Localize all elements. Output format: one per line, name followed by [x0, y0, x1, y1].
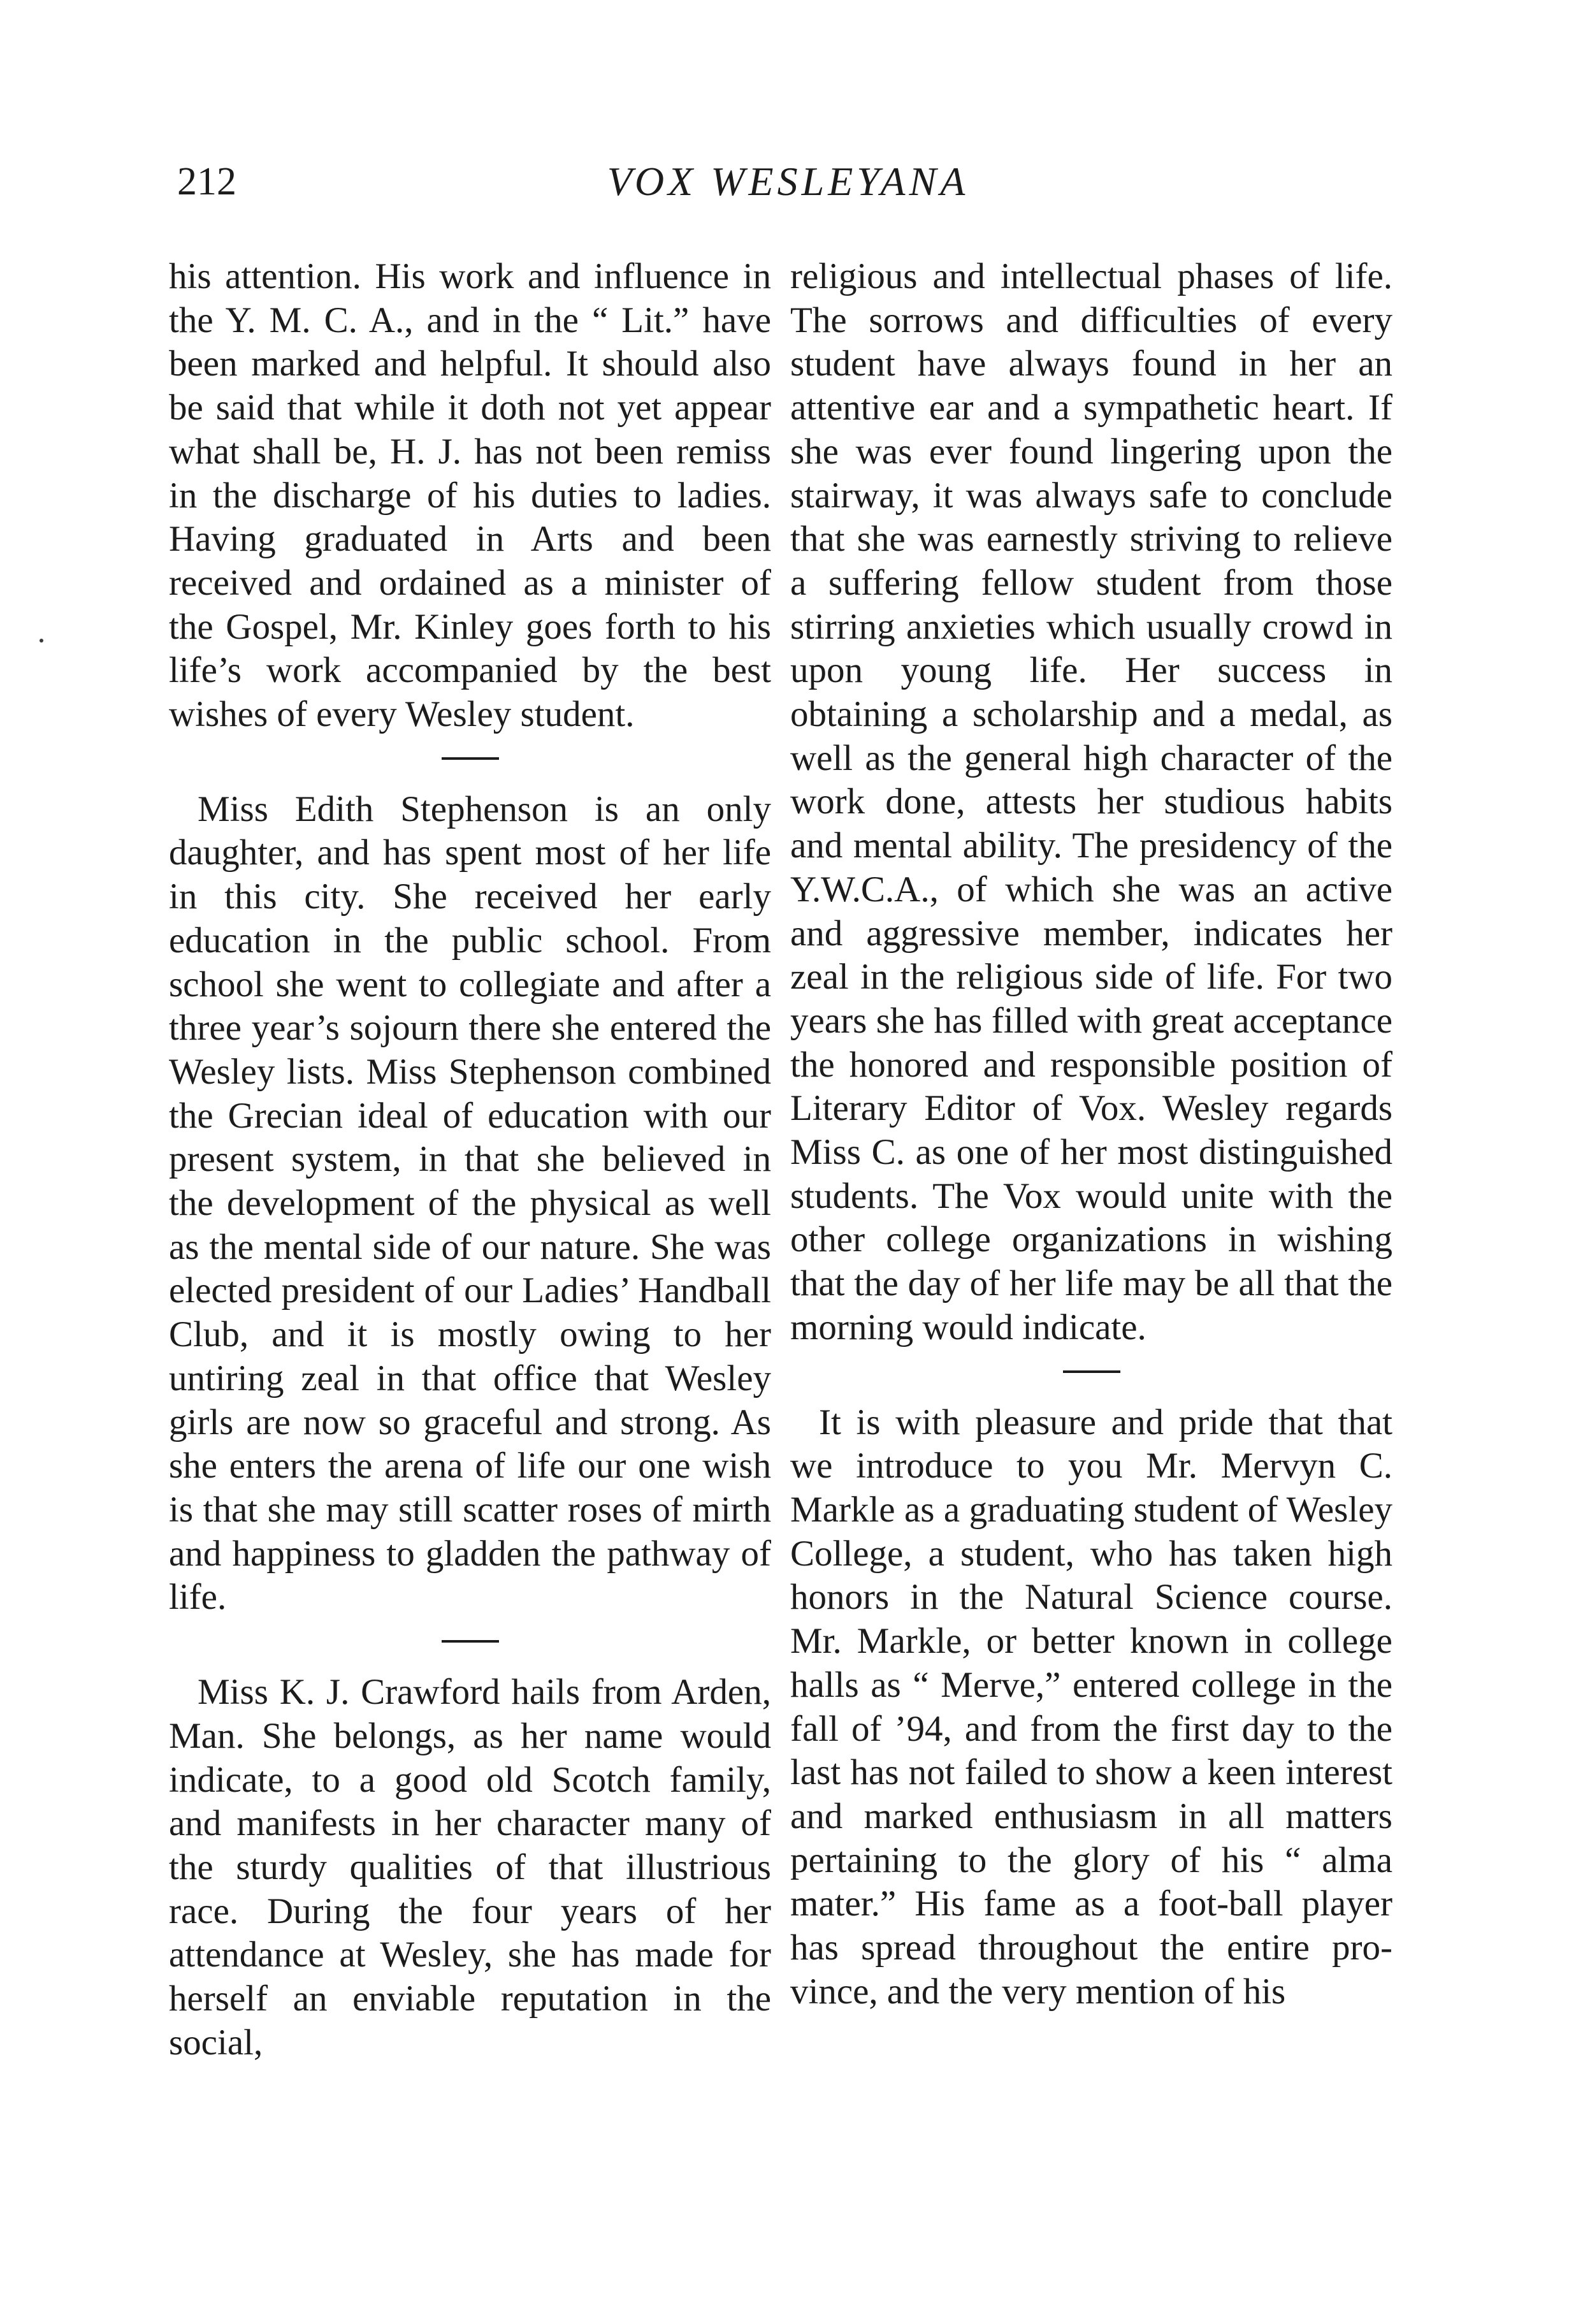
paragraph-crawford-continued: religious and intellectual phases of life. The sorrows and difficulties of every student have always found in her an attentive ear and a sympathetic heart. If she was ever found lingering upon the stairway, it was always safe to conclude that she was earnestly striving to relieve a suffering fellow student from those stirring anxieties which usually crowd in upon young life. Her success in obtaining a scholarship and a medal, as well as the general high character of the work done, attests her studious habits and mental ability. The presidency of the Y.W.C.A., of which she was an active and aggressive member, indicates her zeal in the religious side of life. For two years she has filled with great acceptance the honored and responsible position of Literary Editor of Vox. Wesley regards Miss C. as one of her most distinguished students. The Vox would unite with the other college organizations in wishing that the day of her life may be all that the morning would indicate.	[790, 256, 1392, 1347]
print-speck	[40, 639, 43, 643]
section-divider	[442, 1640, 499, 1643]
paragraph-kinley-conclusion: his attention. His work and influence in the Y. M. C. A., and in the “ Lit.” have been marked and helpful. It should also be said that while it doth not yet appear what shall be, H. J. has not been remiss in the discharge of his duties to ladies. Having graduated in Arts and been received and ordained as a minister of the Gospel, Mr. Kinley goes forth to his life’s work accompanied by the best wishes of every Wesley student.	[169, 256, 771, 735]
paragraph-stephenson: Miss Edith Stephenson is an only daughter, and has spent most of her life in this city. She received her early education in the public school. From school she went to collegiate and after a three year’s sojourn there she entered the Wesley lists. Miss Stephenson combined the Grecian ideal of education with our present system, in that she believed in the development of the physical as well as the mental side of our nature. She was elected president of our Ladies’ Handball Club, and it is mostly owing to her untiring zeal in that office that Wesley girls are now so graceful and strong. As she enters the arena of life our one wish is that she may still scatter roses of mirth and happiness to gladden the pathway of life.	[169, 788, 771, 1618]
running-title: VOX WESLEYANA	[607, 159, 969, 204]
page-header	[0, 147, 1576, 217]
paragraph-crawford-start: Miss K. J. Crawford hails from Arden, Man. She belongs, as her name would indicate, to a good old Scotch family, and manifests in her character many of the sturdy qualities of that illustrious race. During the four years of her attendance at Wesley, she has made for herself an enviable reputation in the social,	[169, 1672, 771, 2063]
section-divider	[1063, 1370, 1120, 1373]
section-divider	[442, 757, 499, 760]
left-column	[169, 255, 771, 2065]
right-column	[790, 255, 1392, 2014]
paragraph-markle: It is with pleasure and pride that that we introduce to you Mr. Mervyn C. Markle as a graduating student of Wesley College, a student, who has taken high honors in the Natural Science course. Mr. Markle, or better known in college halls as “ Merve,” entered college in the fall of ’94, and from the first day to the last has not failed to show a keen interest and marked enthusiasm in all matters pertaining to the glory of his “ alma mater.” His fame as a foot-ball player has spread throughout the entire province, and the very mention of his	[790, 1402, 1392, 2012]
page-number: 212	[177, 160, 236, 203]
